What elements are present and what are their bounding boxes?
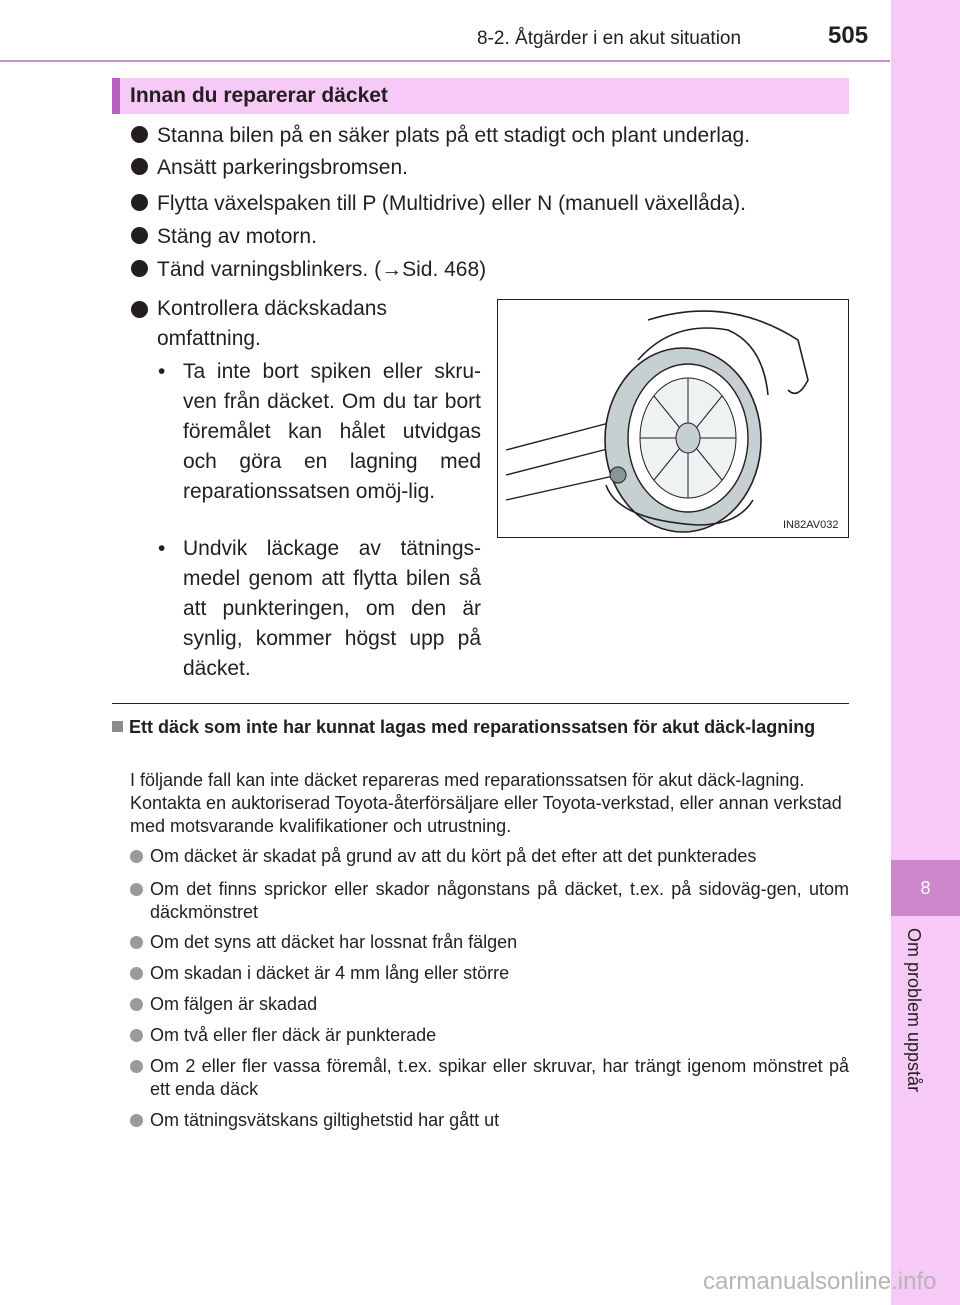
bullet-dot-icon <box>131 227 148 244</box>
note-list-item: Om det syns att däcket har lossnat från fälgen <box>130 931 849 954</box>
grey-bullet-icon <box>130 883 143 896</box>
section-heading <box>112 78 849 114</box>
bullet-dot-icon <box>131 260 148 277</box>
side-tab <box>891 0 960 1305</box>
bullet-item: Ansätt parkeringsbromsen. <box>131 153 408 183</box>
grey-bullet-icon <box>130 1114 143 1127</box>
grey-bullet-icon <box>130 936 143 949</box>
bullet-dot-icon <box>131 126 148 143</box>
grey-bullet-icon <box>130 1029 143 1042</box>
bullet-dot-icon <box>131 158 148 175</box>
side-tab-number: 8 <box>891 860 960 916</box>
section-divider <box>112 703 849 704</box>
note-title: Ett däck som inte har kunnat lagas med reparationssatsen för akut däck-lagning <box>112 716 849 739</box>
sub-bullet-mark: • <box>158 360 166 383</box>
watermark: carmanualsonline.info <box>703 1268 937 1295</box>
side-tab-label: Om problem uppstår <box>904 928 924 1093</box>
note-list-item: Om tätningsvätskans giltighetstid har gått ut <box>130 1109 849 1132</box>
note-square-icon <box>112 721 123 732</box>
sub-bullet-item: • Undvik läckage av tätnings-medel genom att flytta bilen så att punkteringen, om den är synlig, kommer högst upp på däcket. <box>158 534 481 684</box>
header-rule <box>0 60 890 62</box>
bullet-dot-icon <box>131 301 148 318</box>
note-list-item: Om skadan i däcket är 4 mm lång eller större <box>130 962 849 985</box>
grey-bullet-icon <box>130 1060 143 1073</box>
bullet-item: Tänd varningsblinkers. (→Sid. 468) <box>131 255 486 285</box>
note-list-item: Om däcket är skadat på grund av att du kört på det efter att det punkterades <box>130 845 849 868</box>
check-damage-bullet: Kontrollera däckskadans omfattning. <box>131 294 491 354</box>
section-heading-label: Innan du reparerar däcket <box>130 84 388 107</box>
page-number: 505 <box>828 22 869 49</box>
grey-bullet-icon <box>130 967 143 980</box>
note-body: I följande fall kan inte däcket repareras med reparationssatsen för akut däck-lagning. Kontakta en auktoriserad Toyota-återförsäljare eller Toyota-verkstad, eller annan verkstad med motsvarande kvalifikationer och utrustning. <box>130 770 842 836</box>
sub-bullet-item: • Ta inte bort spiken eller skru-ven från däcket. Om du tar bort föremålet kan hålet utvidgas och göra en lagning med reparationssatsen omöj-lig. <box>158 357 481 507</box>
note-list-item: Om 2 eller fler vassa föremål, t.ex. spikar eller skruvar, har trängt igenom mönstret på ett enda däck <box>130 1055 849 1101</box>
sub-bullet-mark: • <box>158 537 166 560</box>
section-heading-bar <box>112 78 120 114</box>
grey-bullet-icon <box>130 850 143 863</box>
tire-illustration <box>497 299 849 538</box>
illustration-code: IN82AV032 <box>783 519 839 531</box>
bullet-item: Flytta växelspaken till P (Multidrive) eller N (manuell växellåda). <box>131 189 746 219</box>
note-list-item: Om fälgen är skadad <box>130 993 849 1016</box>
note-list-item: Om det finns sprickor eller skador någonstans på däcket, t.ex. på sidoväg-gen, utom däckmönstret <box>130 878 849 924</box>
note-list-item: Om två eller fler däck är punkterade <box>130 1024 849 1047</box>
grey-bullet-icon <box>130 998 143 1011</box>
bullet-item: Stäng av motorn. <box>131 222 317 252</box>
bullet-item: Stanna bilen på en säker plats på ett stadigt och plant underlag. <box>131 121 750 151</box>
header-section-title: 8-2. Åtgärder i en akut situation <box>477 28 742 49</box>
bullet-dot-icon <box>131 194 148 211</box>
tire-wheel-icon <box>498 300 847 536</box>
